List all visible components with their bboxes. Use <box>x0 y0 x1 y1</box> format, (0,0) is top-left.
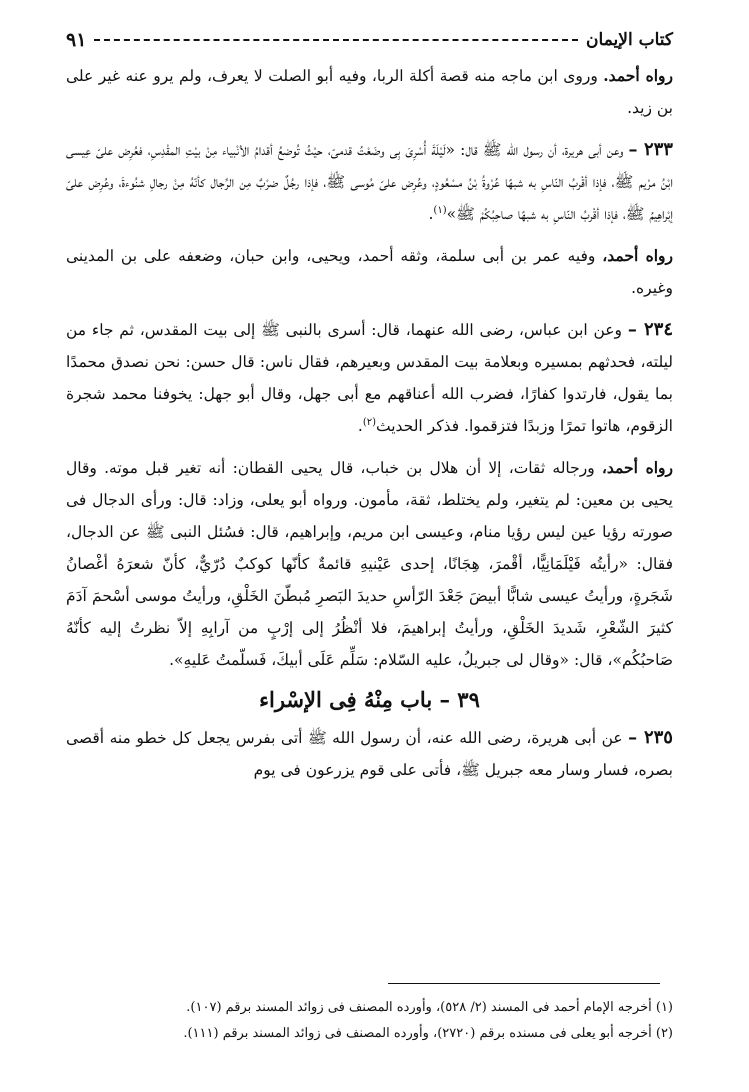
source-note-text: ورجاله ثقات، إلا أن هلال بن خباب، قال يحيى القطان: أنه تغير قبل موته. وقال يحيى بن معين: لم يتغير، ولم يختلط، ثقة، مأمون. ورواه أبو يعلى، وزاد: قال: ورأى الدجال فى صورته رؤيا عين ليس رؤيا منام، وعيسى ابن مريم، وإبراهيم، قال: فسُئل النبى ﷺ عن الدجال، فقال: «رأيتُه فَيْلَمَانِيًّا، أقْمرَ، هِجَانًا، إحدى عَيْنيهِ قائمةٌ كأنّها كوكبٌ دُرّيٌّ، كأنّ شعرَهُ أغْصانُ شَجَرةٍ، ورأيتُ عيسى شابًّا أبيضَ جَعْدَ الرّأسِ حديدَ البَصرِ مُبطّنَ الخَلْقِ، ورأيتُ موسى أسْحمَ آدَمَ كثيرَ الشّعْرِ، شَديدَ الخَلْقِ، ورأيتُ إبراهيمَ، فلا أنْظُرُ إلى إرْبٍ من آرابِهِ إلاّ نظرتُ إليه كأنّهُ صَاحبُكُم»، قال: «وقال لى جبريلُ، عليه السّلام: سَلِّم عَلَى أبيكَ، فَسلّمتُ عَليهِ». <box>66 459 673 669</box>
chapter-heading: ٣٩ – باب مِنْهُ فِى الإسْراء <box>259 687 480 712</box>
source-label: رواه أحمد، <box>602 246 673 265</box>
source-note-2 <box>66 240 673 304</box>
book-title: كتاب الإيمان <box>586 30 673 50</box>
main-text <box>66 60 673 786</box>
page-number: ٩١ <box>66 29 87 51</box>
hadith-233: ٢٣٣ – وعن أبى هريرة، أن رسول الله ﷺ قال: «لَيْلَةَ أُسْرِىَ بِى وضَعْتُ قدمىّ، حيْثُ تُوضعُ أقدامُ الأنْبياء مِنْ بيْتِ المقْدِسِ، فعُرِض علىّ عِيسى ابْنُ مرْيم ﷺ، فإذا أقْربُ النّاسِ به شبهًا عُرْوةُ بْنُ مسْعُودٍ، وعُرِض علىّ مُوسى ﷺ، فإذا رجُلٌ ضرْبٌ مِن الرِّجال كأنّهُ مِنْ رجالِ شنُوءةَ، وعُرِض علىّ إبْراهِيمُ ﷺ، فإذا أقْربُ النّاسِ به شبهًا صاحِبُكُمْ ﷺ»$^{(١)}$. <box>66 139 673 223</box>
hadith-text: وعن أبى هريرة، أن رسول الله ﷺ قال: «لَيْلَةَ أُسْرِىَ بِى وضَعْتُ قدمىّ، حيْثُ تُوضعُ أقدامُ الأنْبياء مِنْ بيْتِ المقْدِسِ، فعُرِض علىّ عِيسى ابْنُ مرْيم ﷺ، فإذا أقْربُ النّاسِ به شبهًا عُرْوةُ بْنُ مسْعُودٍ، وعُرِض علىّ مُوسى ﷺ، فإذا رجُلٌ ضرْبٌ مِن الرِّجال كأنّهُ مِنْ رجالِ شنُوءةَ، وعُرِض علىّ إبْراهِيمُ ﷺ، فإذا أقْربُ النّاسِ به شبهًا صاحِبُكُمْ ﷺ» <box>66 141 673 223</box>
source-note-text: وفيه عمر بن أبى سلمة، وثقه أحمد، ويحيى، وابن حبان، وضعفه على بن المدينى وغيره. <box>66 247 673 297</box>
footnote-1: (١) أخرجه الإمام أحمد فى المسند (٢/ ٥٢٨)، وأورده المصنف فى زوائد المسند برقم (١٠٧). <box>186 1000 673 1015</box>
footnote-separator <box>388 983 660 984</box>
running-header <box>66 26 673 54</box>
source-note-3 <box>66 452 673 676</box>
hadith-text: وعن ابن عباس، رضى الله عنهما، قال: أسرى بالنبى ﷺ إلى بيت المقدس، ثم جاء من ليلته، فحدثهم بمسيره وبعلامة بيت المقدس وبعيرهم، فقال ناس: قال حسن: نحن نصدق محمدًا بما يقول، فارتدوا كفارًا، فضرب الله أعناقهم مع أبى جهل، وقال أبو جهل: يخوفنا محمد شجرة الزقوم، هاتوا تمرًا وزبدًا فتزقموا. فذكر الحديث <box>66 321 673 435</box>
footnote-2: (٢) أخرجه أبو يعلى فى مسنده برقم (٢٧٢٠)، وأورده المصنف فى زوائد المسند برقم (١١١). <box>183 1026 673 1041</box>
footnote-ref: (١) <box>433 204 447 216</box>
hadith-234: ٢٣٤ – وعن ابن عباس، رضى الله عنهما، قال: أسرى بالنبى ﷺ إلى بيت المقدس، ثم جاء من ليلته، فحدثهم بمسيره وبعلامة بيت المقدس وبعيرهم، فقال ناس: قال حسن: نحن نصدق محمدًا بما يقول، فارتدوا كفارًا، فضرب الله أعناقهم مع أبى جهل، وقال أبو جهل: يخوفنا محمد شجرة الزقوم، هاتوا تمرًا وزبدًا فتزقموا. فذكر الحديث$^{(٢)}$. <box>66 319 673 435</box>
source-note-text: وروى ابن ماجه منه قصة أكلة الربا، وفيه أبو الصلت لا يعرف، ولم يرو عنه غير على بن زيد. <box>66 67 673 117</box>
hadith-235 <box>66 722 673 786</box>
source-label: رواه أحمد، <box>601 458 673 477</box>
footnote-ref: (٢) <box>362 416 377 428</box>
hadith-number: ٢٣٥ – <box>628 727 673 748</box>
hadith-text: عن أبى هريرة، رضى الله عنه، أن رسول الله ﷺ أتى بفرس يجعل كل خطو منه أقصى بصره، فسار وسار معه جبريل ﷺ، فأتى على قوم يزرعون فى يوم <box>66 729 673 779</box>
hadith-number: ٢٣٣ – <box>628 139 673 160</box>
source-label: رواه أحمد. <box>603 66 673 85</box>
header-dashed-rule <box>94 39 578 41</box>
source-note-1 <box>66 60 673 124</box>
hadith-number: ٢٣٤ – <box>627 319 673 340</box>
footnotes <box>66 995 673 1047</box>
